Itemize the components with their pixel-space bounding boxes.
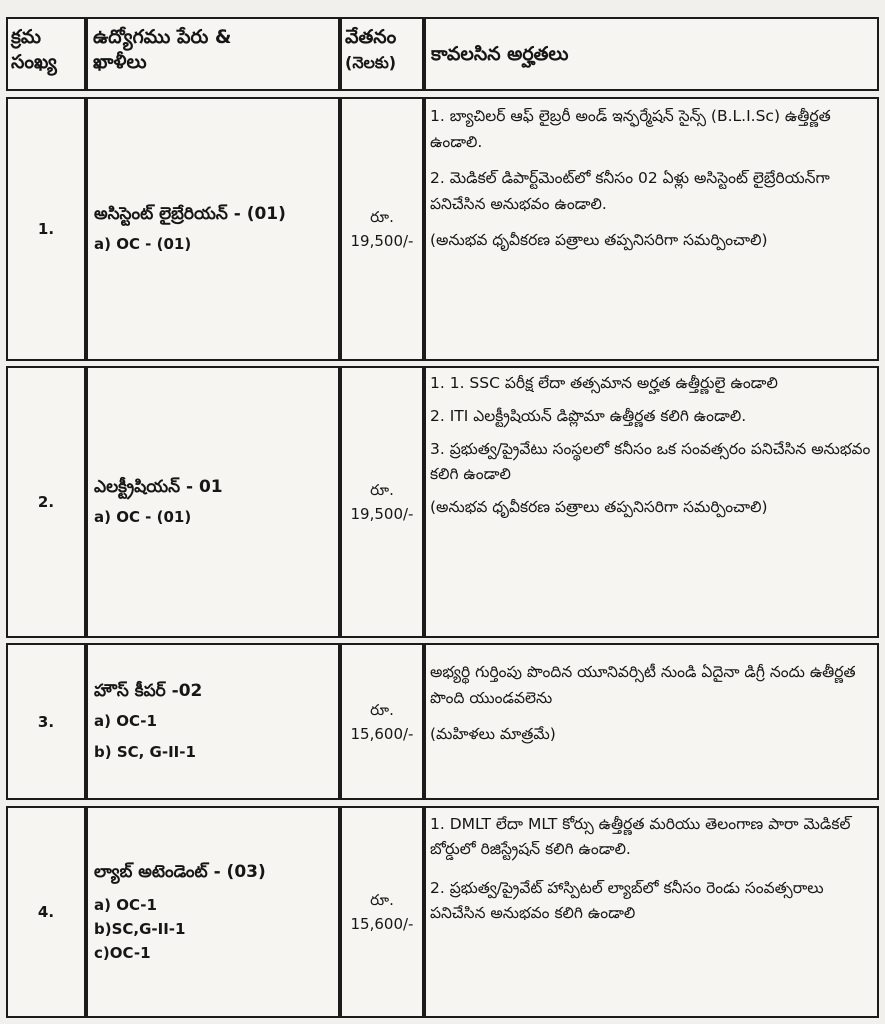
qualification-note: (మహిళలు మాత్రమే) [430, 725, 556, 743]
reservation-item: a) OC - (01) [94, 507, 192, 526]
qualification-note: (అనుభవ ధృవీకరణ పత్రాలు తప్పనిసరిగా సమర్పించాలి) [430, 498, 768, 516]
header-post [86, 17, 340, 91]
header-qualification-label: కావలసిన అర్హతలు [431, 42, 569, 65]
qualification-item: 3. ప్రభుత్వ/ప్రైవేటు సంస్థలలో కనీసం ఒక సంవత్సరం పనిచేసిన అనుభవం కలిగి ఉండాలి [430, 440, 871, 483]
row-2-sl-no [6, 366, 86, 638]
qualification-item: 2. ప్రభుత్వ/ప్రైవేట్ హాస్పిటల్ ల్యాబ్‌లో కనీసం రెండు సంవత్సరాలు పనిచేసిన అనుభవం కలిగి ఉండాలి [430, 879, 824, 922]
row-2-post [86, 366, 340, 638]
header-sl-no-line2: సంఖ్య [11, 51, 57, 73]
qualification-item: 2. ITI ఎలక్ట్రీషియన్ డిప్లొమా ఉత్తీర్ణత కలిగి ఉండాలి. [430, 407, 747, 425]
reservation-item: b)SC,G-II-1 [94, 920, 186, 938]
row-1-sl-no [6, 97, 86, 361]
row-3-post [86, 643, 340, 800]
salary-amount: 15,600/- [350, 724, 414, 743]
qualification-item: అభ్యర్థి గుర్తింపు పొందిన యూనివర్సిటీ నుండి ఏదైనా డిగ్రీ నందు ఉతీర్ణత పొంది యుండవలెను [430, 663, 856, 707]
row-1-qualification [424, 97, 879, 361]
reservation-item: b) SC, G-II-1 [94, 742, 196, 761]
header-salary-line2: (నెలకు) [345, 53, 397, 72]
header-post-line1: ఉద్యోగము పేరు & [93, 26, 232, 48]
post-title: అసిస్టెంట్ లైబ్రేరియన్ - (01) [94, 203, 286, 224]
row-4-salary [340, 806, 424, 1018]
salary-prefix: రూ. [370, 891, 394, 909]
row-1-post [86, 97, 340, 361]
salary-prefix: రూ. [370, 208, 394, 226]
qualification-item: 2. మెడికల్ డిపార్ట్‌మెంట్‌లో కనీసం 02 ఏళ్లు అసిస్టెంట్ లైబ్రేరియన్‌గా పనిచేసిన అనుభవం ఉండాలి. [430, 169, 830, 213]
header-sl-no [6, 17, 86, 91]
header-qualification [424, 17, 879, 91]
row-3-salary [340, 643, 424, 800]
row-4-sl-no [6, 806, 86, 1018]
row-4-post [86, 806, 340, 1018]
row-3-sl-no [6, 643, 86, 800]
row-2-salary [340, 366, 424, 638]
post-title: హౌస్ కీపర్ -02 [94, 680, 203, 701]
row-2-qualification [424, 366, 879, 638]
header-salary [340, 17, 424, 91]
reservation-item: c)OC-1 [94, 944, 151, 962]
reservation-item: a) OC - (01) [94, 234, 192, 253]
row-sl-no: 3. [37, 712, 55, 731]
header-post-line2: ఖాళీలు [93, 51, 147, 73]
qualification-item: 1. బ్యాచిలర్ ఆఫ్ లైబ్రరీ అండ్ ఇన్ఫర్మేషన్ సైన్స్ (B.L.I.Sc) ఉత్తీర్ణత ఉండాలి. [430, 107, 831, 151]
salary-prefix: రూ. [370, 700, 394, 719]
header-sl-no-line1: క్రమ [11, 26, 42, 48]
qualification-item: 1. DMLT లేదా MLT కోర్సు ఉత్తీర్ణత మరియు తెలంగాణ పారా మెడికల్ బోర్డులో రిజిస్ట్రేషన్ కలిగి ఉండాలి. [430, 815, 851, 858]
row-4-qualification [424, 806, 879, 1018]
salary-amount: 15,600/- [350, 915, 414, 933]
row-3-qualification [424, 643, 879, 800]
salary-amount: 19,500/- [350, 505, 414, 523]
post-title: ఎలక్ట్రీషియన్ - 01 [94, 476, 223, 497]
qualification-note: (అనుభవ ధృవీకరణ పత్రాలు తప్పనిసరిగా సమర్పించాలి) [430, 231, 768, 249]
row-sl-no: 4. [37, 903, 55, 921]
reservation-item: a) OC-1 [94, 896, 157, 914]
header-salary-line1: వేతనం [345, 26, 397, 48]
reservation-item: a) OC-1 [94, 711, 157, 730]
salary-prefix: రూ. [370, 481, 394, 499]
salary-amount: 19,500/- [350, 232, 414, 250]
qualification-item: 1. 1. SSC పరీక్ష లేదా తత్సమాన అర్హత ఉత్తీర్ణులై ఉండాలి [430, 374, 778, 392]
row-1-salary [340, 97, 424, 361]
row-sl-no: 1. [37, 220, 55, 238]
post-title: ల్యాబ్ అటెండెంట్ - (03) [94, 862, 266, 882]
row-sl-no: 2. [37, 493, 55, 511]
